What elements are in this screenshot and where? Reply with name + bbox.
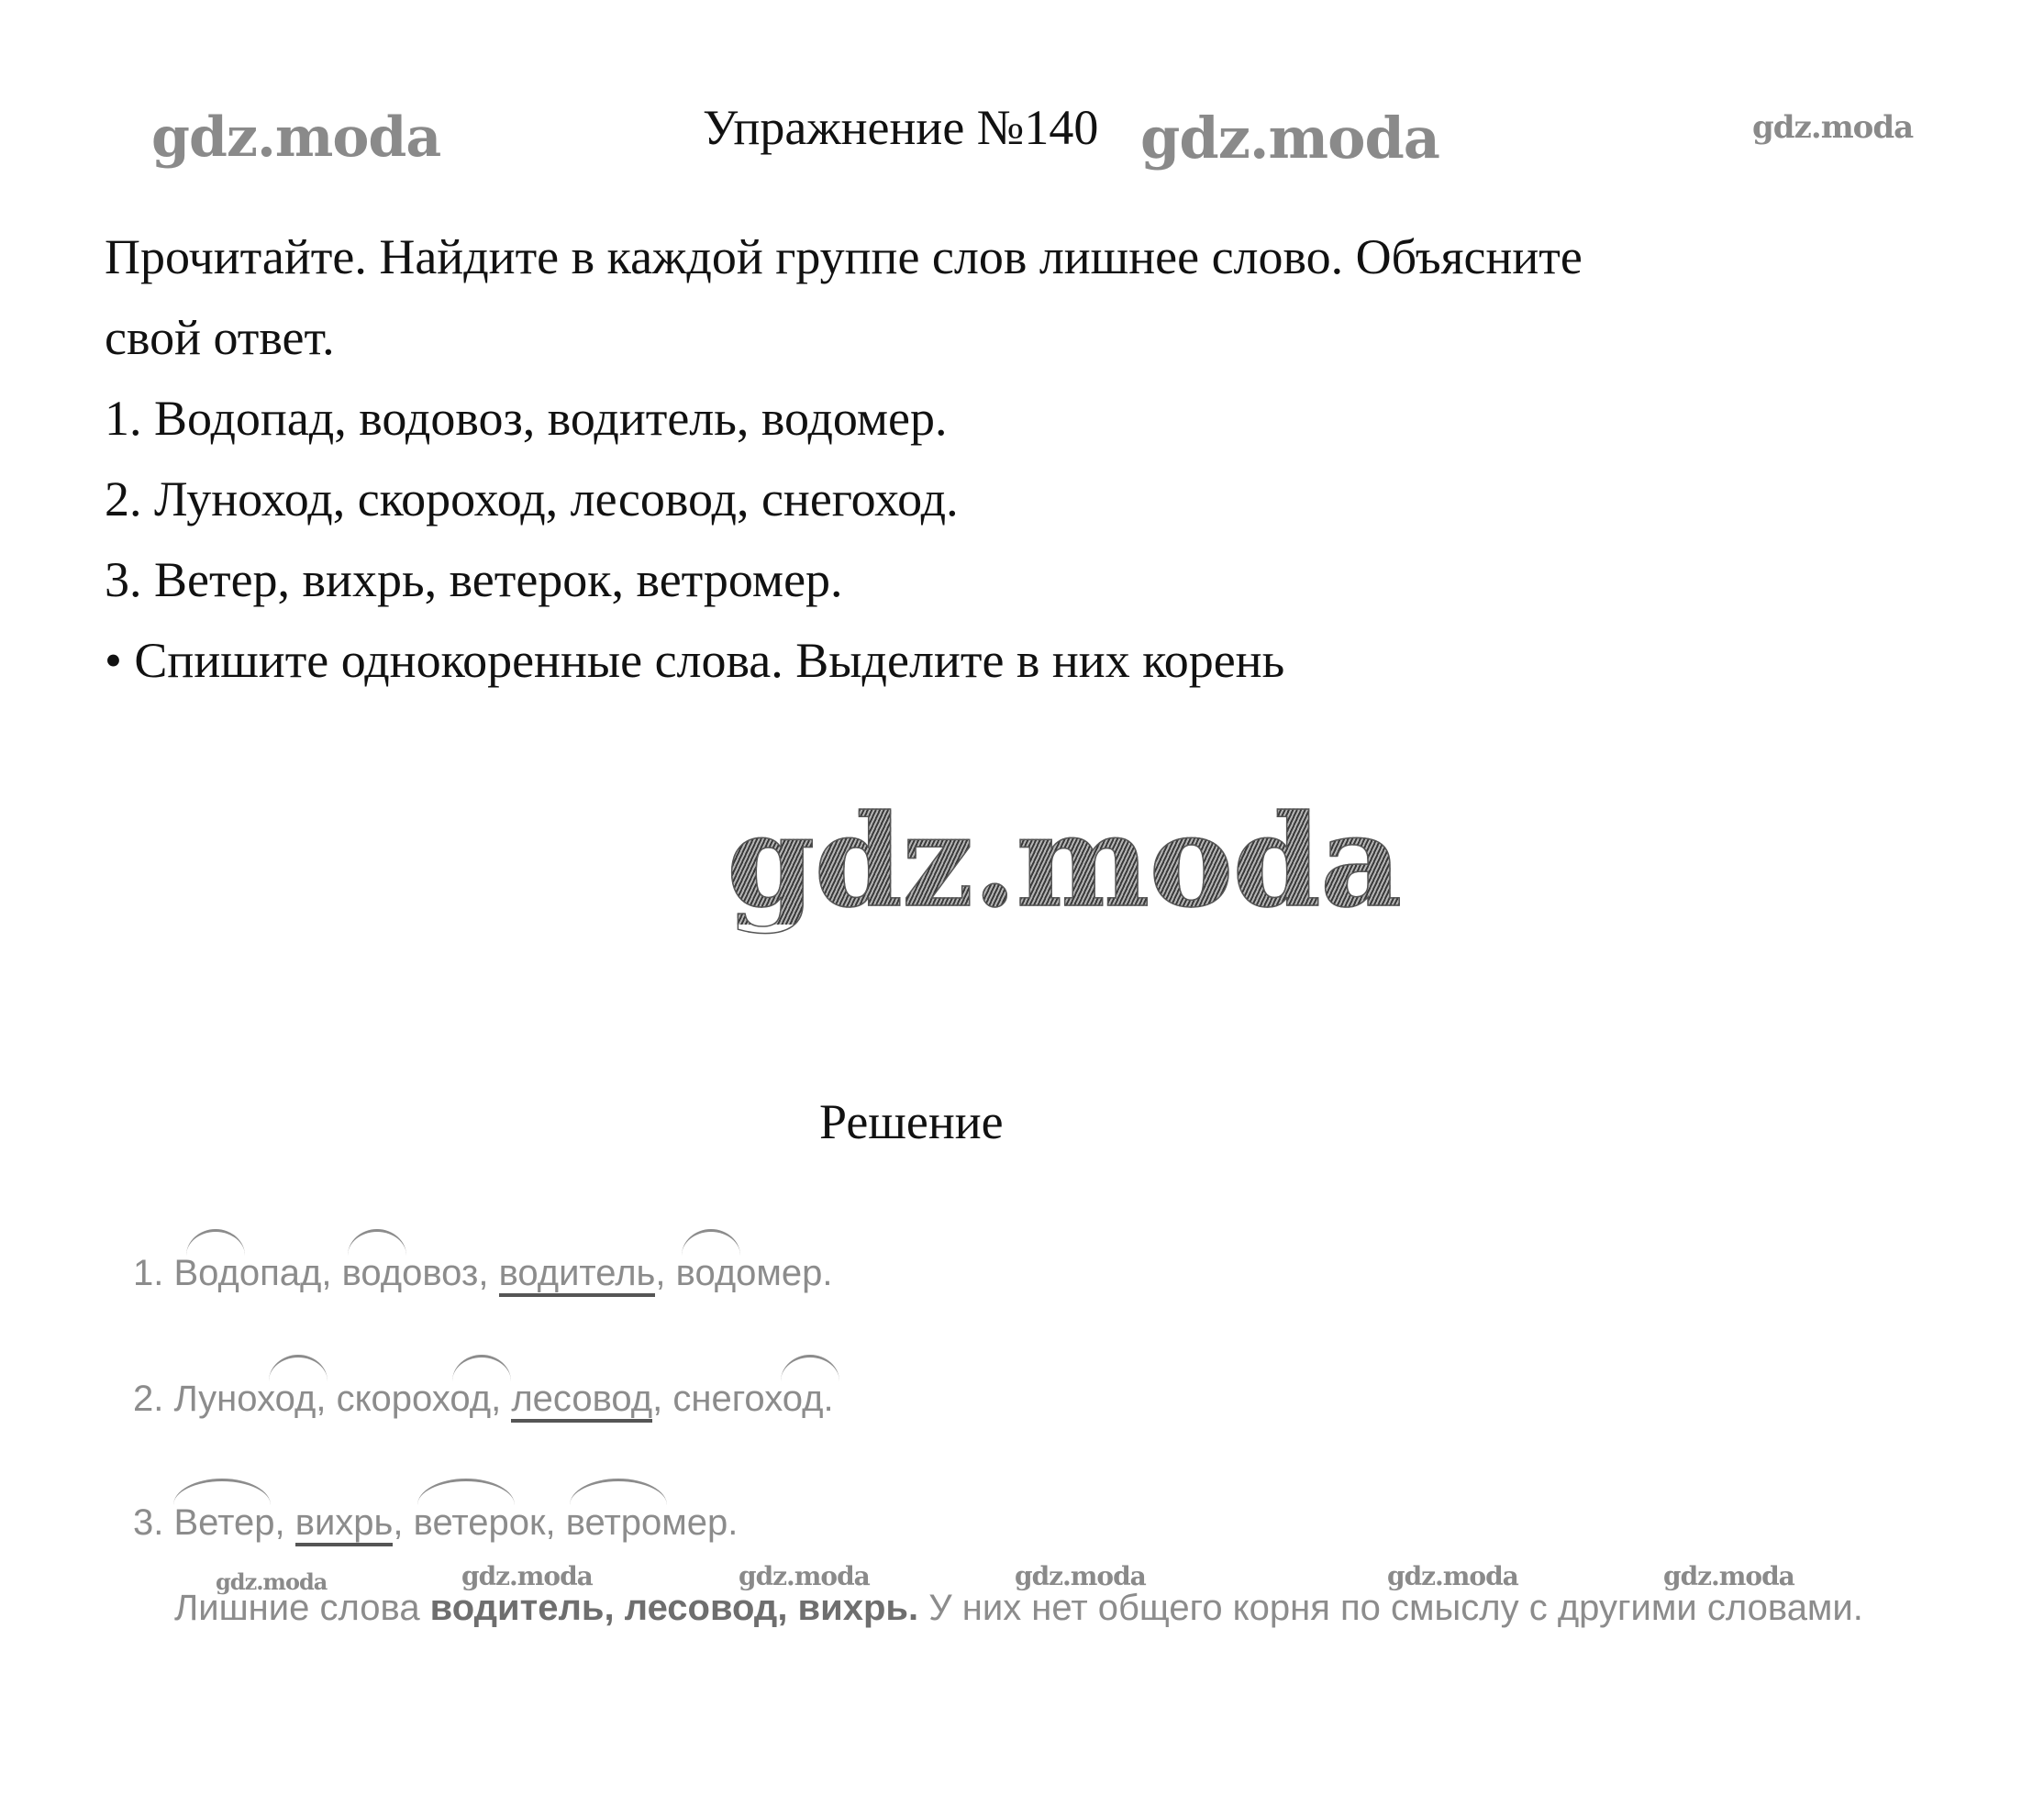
- exercise-title: Упражнение №140: [703, 100, 1099, 155]
- root-arc: [186, 1229, 245, 1256]
- root-word: ветерок: [414, 1504, 546, 1541]
- root-word: ветромер: [566, 1504, 728, 1541]
- root-word: скороход: [337, 1380, 492, 1417]
- row-number: 3.: [133, 1502, 164, 1543]
- root-arc: [781, 1355, 839, 1381]
- task-line-2: свой ответ.: [105, 310, 335, 365]
- watermark-top-center: gdz.moda: [1140, 105, 1439, 172]
- row-number: 1.: [133, 1253, 164, 1293]
- root-word: водомер: [676, 1255, 823, 1291]
- watermark-top-right: gdz.moda: [1752, 109, 1914, 146]
- solution-conclusion: [174, 1590, 1863, 1626]
- root-word: Луноход: [173, 1380, 316, 1417]
- task-item-1: 1. Водопад, водовоз, водитель, водомер.: [105, 391, 948, 446]
- watermark-top-left: gdz.moda: [151, 105, 441, 170]
- watermark-small-2: gdz.moda: [461, 1561, 593, 1591]
- watermark-small-6: gdz.moda: [1663, 1561, 1794, 1591]
- solution-heading: Решение: [819, 1094, 1004, 1149]
- root-word: водовоз: [342, 1255, 479, 1291]
- solution-row-3: 3. Ветер, вихрь, ветерок, ветромер.: [133, 1504, 738, 1546]
- watermark-center: gdz.moda: [727, 786, 1402, 936]
- odd-word: вихрь: [295, 1504, 394, 1546]
- solution-row-1: 1. Водопад, водовоз, водитель, водомер.: [133, 1255, 833, 1297]
- task-bullet: • Спишите однокоренные слова. Выделите в них корень: [105, 633, 1285, 688]
- odd-word: лесовод: [511, 1380, 652, 1423]
- root-word: Ветер: [173, 1504, 274, 1541]
- root-arc: [682, 1229, 740, 1256]
- conclusion-prefix: Лишние слова: [174, 1588, 430, 1628]
- conclusion-suffix: У них нет общего корня по смыслу с другими словами.: [918, 1588, 1863, 1628]
- task-item-2: 2. Луноход, скороход, лесовод, снегоход.: [105, 471, 959, 526]
- watermark-small-1: gdz.moda: [216, 1568, 328, 1595]
- root-arc: [570, 1479, 667, 1505]
- root-word: снегоход: [672, 1380, 823, 1417]
- conclusion-odd-words: водитель, лесовод, вихрь.: [429, 1588, 919, 1628]
- root-arc: [348, 1229, 406, 1256]
- solution-row-2: 2. Луноход, скороход, лесовод, снегоход.: [133, 1380, 834, 1423]
- watermark-small-5: gdz.moda: [1387, 1561, 1518, 1591]
- root-arc: [173, 1479, 271, 1505]
- task-text: [105, 216, 1848, 701]
- odd-word: водитель: [499, 1255, 656, 1297]
- watermark-small-3: gdz.moda: [739, 1561, 870, 1591]
- task-line-1: Прочитайте. Найдите в каждой группе слов лишнее слово. Объясните: [105, 229, 1583, 284]
- root-word: Водопад: [173, 1255, 321, 1291]
- row-number: 2.: [133, 1379, 164, 1419]
- task-item-3: 3. Ветер, вихрь, ветерок, ветромер.: [105, 552, 843, 607]
- root-arc: [269, 1355, 328, 1381]
- root-arc: [452, 1355, 511, 1381]
- root-arc: [417, 1479, 515, 1505]
- watermark-small-4: gdz.moda: [1015, 1561, 1146, 1591]
